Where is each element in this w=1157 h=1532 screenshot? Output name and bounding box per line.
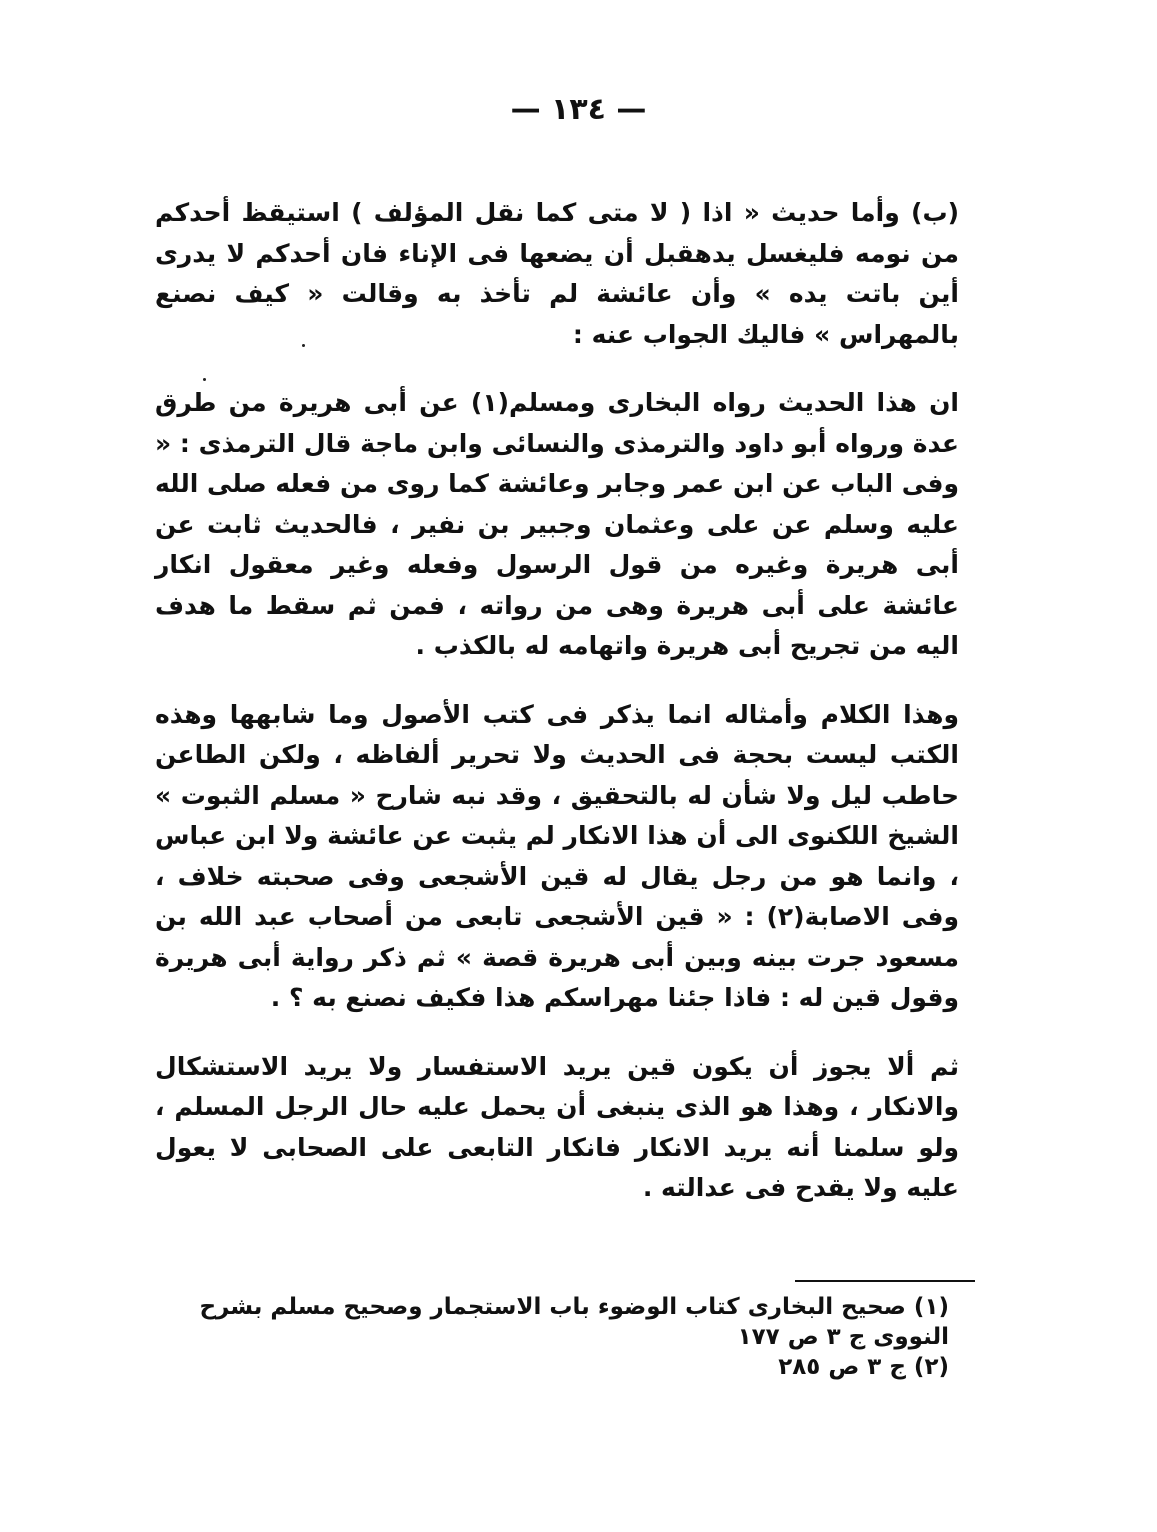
paragraph-2: ان هذا الحديث رواه البخارى ومسلم(١) عن أبى هريرة من طرق عدة ورواه أبو داود والترمذى والنسائى وابن ماجة قال الترمذى : « وفى الباب عن ابن عمر وجابر وعائشة كما روى من فعله صلى الله عليه وسلم عن على وعثمان وجبير بن نفير ، فالحديث ثابت عن أبى هريرة وغيره من قول الرسول وفعله وغير معقول انكار عائشة على أبى هريرة وهى من رواته ، فمن ثم سقط ما هدف اليه من تجريح أبى هريرة واتهامه له بالكذب . [155, 388, 959, 660]
scan-speck [302, 344, 305, 347]
paragraph-1: (ب) وأما حديث « اذا ( لا متى كما نقل المؤلف ) استيقظ أحدكم من نومه فليغسل يدهقبل أن يضعها فى الإناء فان أحدكم لا يدرى أين باتت يده » وأن عائشة لم تأخذ به وقالت « كيف نصنع بالمهراس » فاليك الجواب عنه : [155, 198, 959, 349]
footnote-divider [795, 1280, 975, 1282]
paragraph-3: وهذا الكلام وأمثاله انما يذكر فى كتب الأصول وما شابهها وهذه الكتب ليست بحجة فى الحديث ولا تحرير ألفاظه ، ولكن الطاعن حاطب ليل ولا شأن له بالتحقيق ، وقد نبه شارح « مسلم الثبوت » الشيخ اللكنوى الى أن هذا الانكار لم يثبت عن عائشة ولا ابن عباس ، وانما هو من رجل يقال له قين الأشجعى وفى صحبته خلاف ، وفى الاصابة(٢) : « قين الأشجعى تابعى من أصحاب عبد الله بن مسعود جرت بينه وبين أبى هريرة قصة » ثم ذكر رواية أبى هريرة وقول قين له : فاذا جئنا مهراسكم هذا فكيف نصنع به ؟ . [155, 699, 959, 1012]
footnotes [165, 1292, 977, 1382]
scan-speck [203, 378, 206, 381]
footnote-1: (١) صحيح البخارى كتاب الوضوء باب الاستجمار وصحيح مسلم بشرح النووى ج ٣ ص ١٧٧ [199, 1294, 949, 1350]
paragraph-4: ثم ألا يجوز أن يكون قين يريد الاستفسار ولا يريد الاستشكال والانكار ، وهذا هو الذى ينبغى أن يحمل عليه حال الرجل المسلم ، ولو سلمنا أنه يريد الانكار فانكار التابعى على الصحابى لا يعول عليه ولا يقدح فى عدالته . [155, 1051, 959, 1202]
page-number: — ١٣٤ — [510, 92, 647, 127]
main-text [155, 193, 977, 1237]
footnote-2: (٢) ج ٣ ص ٢٨٥ [778, 1354, 949, 1380]
